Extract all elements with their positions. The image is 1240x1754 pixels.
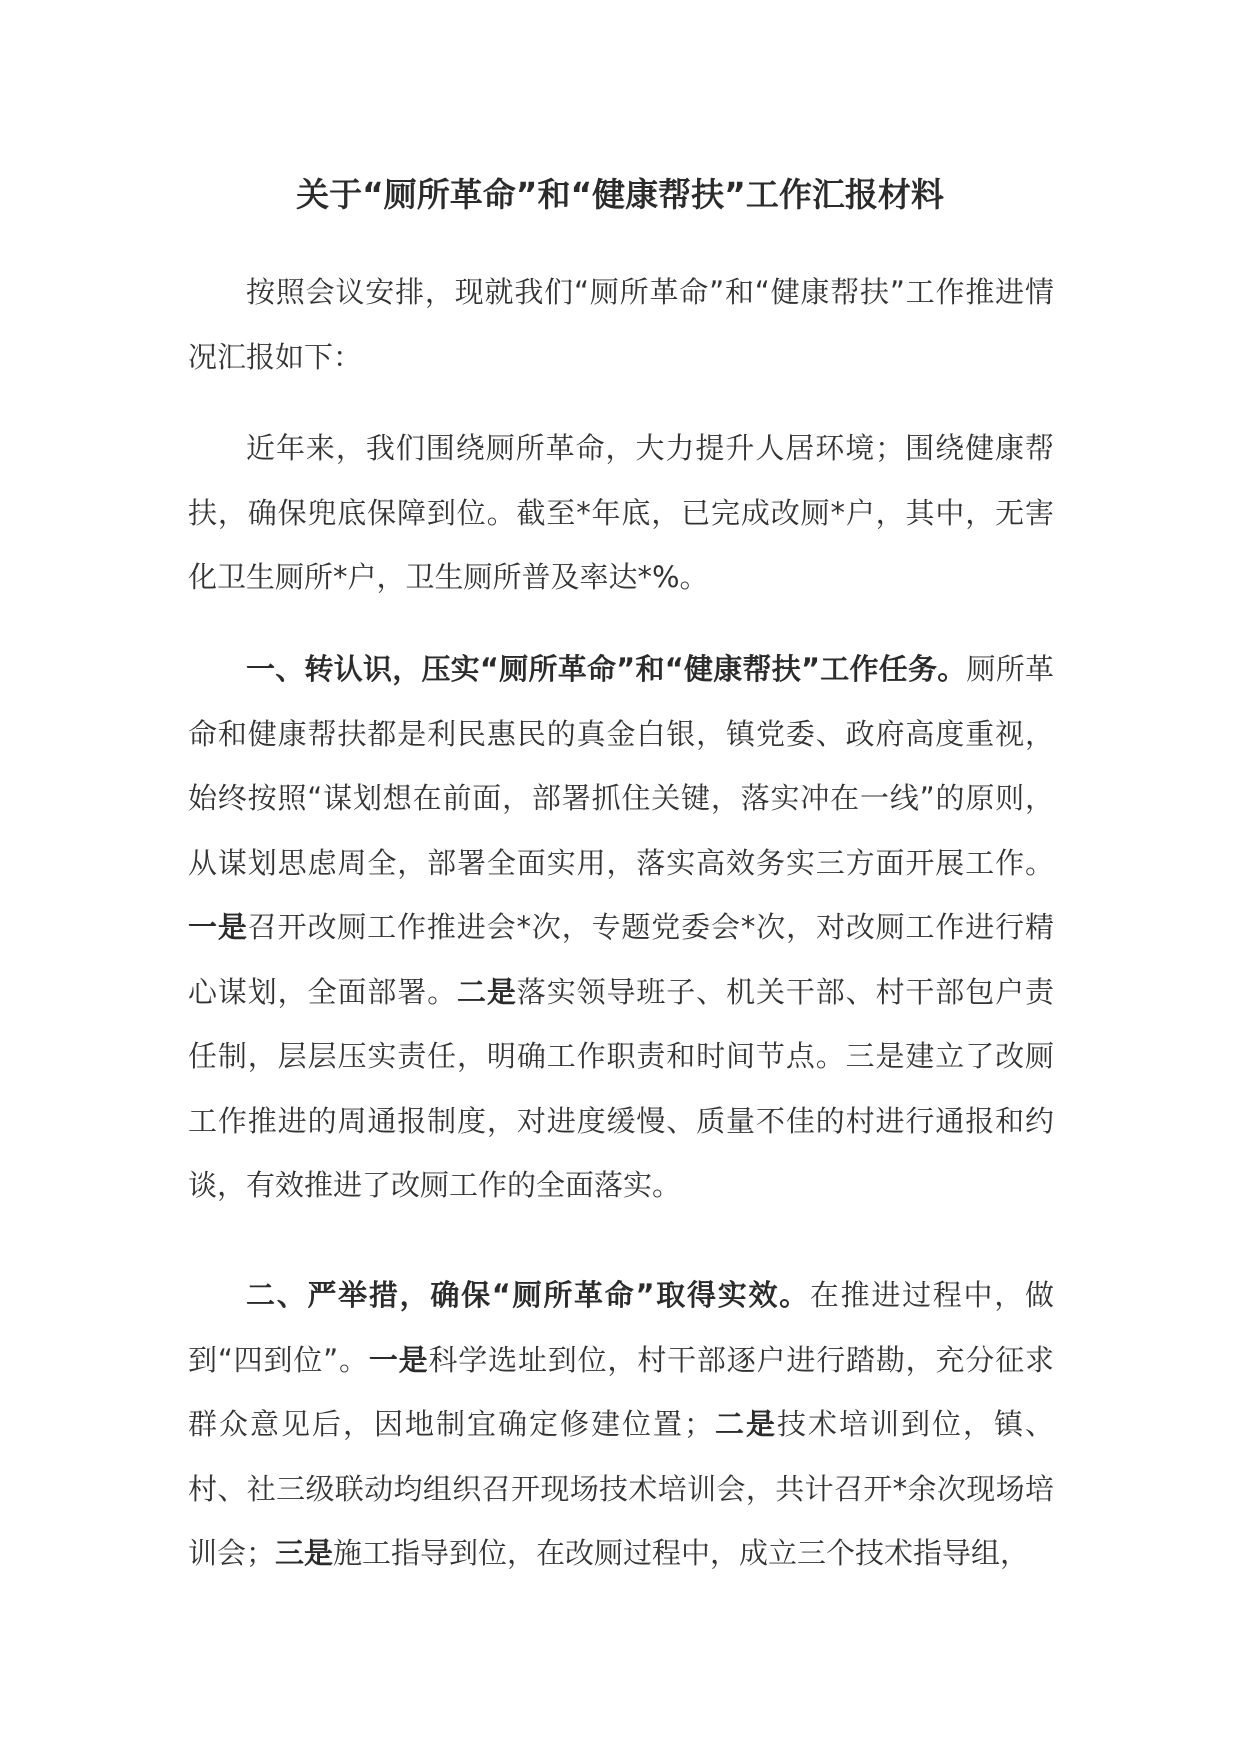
- section-2-heading: 二、严举措，确保“厕所革命”取得实效。: [246, 1278, 810, 1312]
- overview-paragraph: 近年来，我们围绕厕所革命，大力提升人居环境；围绕健康帮扶，确保兜底保障到位。截至*年底，已完成改厕*户，其中，无害化卫生厕所*户，卫生厕所普及率达*%。: [188, 431, 1054, 594]
- section-2-text-b: 科学选址到位，村干部逐户进行踏勘，充分征求群众意见后，因地制宜确定修建位置；: [188, 1342, 1054, 1441]
- section-1-text-b: 召开改厕工作推进会*次，专题党委会*次，对改厕工作进行精心谋划，全面部署。: [188, 910, 1054, 1009]
- section-1-paragraph: [188, 637, 1054, 1218]
- section-1-heading: 一、转认识，压实“厕所革命”和“健康帮扶”工作任务。: [246, 652, 967, 686]
- intro-paragraph: 按照会议安排，现就我们“厕所革命”和“健康帮扶”工作推进情况汇报如下：: [188, 275, 1054, 374]
- section-2-text-a: 在推进过程中，做到“四到位”。: [188, 1278, 1054, 1377]
- section-2-text-d: 施工指导到位，在改厕过程中，成立三个技术指导组，: [333, 1536, 1030, 1570]
- section-2-label-2: 二是: [712, 1407, 777, 1441]
- section-2-text-c: 技术培训到位，镇、村、社三级联动均组织召开现场技术培训会，共计召开*余次现场培训会；: [188, 1407, 1054, 1570]
- section-2-paragraph: [188, 1263, 1054, 1586]
- section-2-label-3: 三是: [275, 1536, 334, 1570]
- document-title: 关于“厕所革命”和“健康帮扶”工作汇报材料: [296, 175, 944, 214]
- section-1-text-c: 落实领导班子、机关干部、村干部包户责任制，层层压实责任，明确工作职责和时间节点。三是建立了改厕工作推进的周通报制度，对进度缓慢、质量不佳的村进行通报和约谈，有效推进了改厕工作的全面落实。: [188, 974, 1054, 1202]
- section-1-text-a: 厕所革命和健康帮扶都是利民惠民的真金白银，镇党委、政府高度重视，始终按照“谋划想在前面，部署抓住关键，落实冲在一线”的原则，从谋划思虑周全，部署全面实用，落实高效务实三方面开展工作。: [188, 652, 1054, 880]
- section-1-label-2: 二是: [457, 974, 517, 1009]
- section-2-label-1: 一是: [368, 1342, 429, 1377]
- section-1-label-1: 一是: [188, 910, 248, 944]
